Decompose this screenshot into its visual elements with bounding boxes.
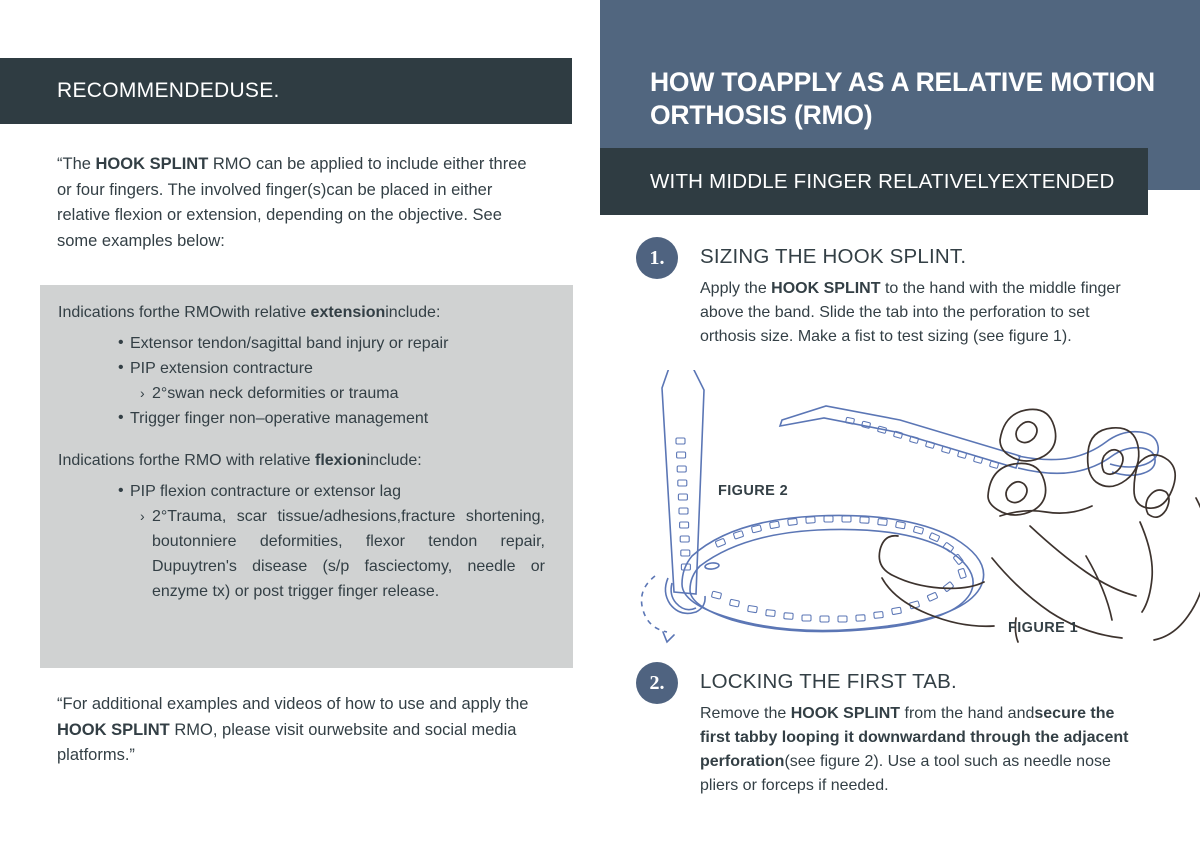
list-item-label: Trigger finger non–operative management: [130, 410, 429, 427]
step-1-body-pre: Apply the: [700, 280, 772, 297]
list-item-label: Extensor tendon/sagittal band injury or repair: [130, 335, 449, 352]
step-2-number-badge: 2.: [636, 662, 678, 704]
step-1-number-badge: 1.: [636, 237, 678, 279]
closing-pre: “For additional examples and videos of how to use and apply the: [57, 695, 529, 713]
bullet-icon: •: [118, 359, 124, 376]
flexion-lead-post: include:: [366, 452, 422, 469]
list-item: [58, 331, 553, 356]
closing-paragraph: [57, 692, 547, 769]
list-item-label: PIP extension contracture: [130, 360, 313, 377]
list-item: [58, 356, 553, 381]
recommended-use-header-bar: [0, 58, 572, 124]
figure-1-label: FIGURE 1: [1008, 620, 1079, 636]
right-subtitle: WITH MIDDLE FINGER RELATIVELYEXTENDED: [650, 169, 1115, 193]
extension-lead: [58, 301, 553, 325]
bullet-icon: •: [118, 482, 124, 499]
extension-lead-post: include:: [385, 304, 441, 321]
step-1-body-post: to the hand with the middle finger above the band. Slide the tab into the perforation to set orthosis size. Make a fist to test sizing (see figure 1).: [700, 280, 1121, 345]
indications-gray-box: [40, 285, 573, 668]
figure-2-label: FIGURE 2: [718, 483, 789, 499]
extension-list: [58, 331, 553, 431]
list-item-label: PIP flexion contracture or extensor lag: [130, 483, 401, 500]
right-subtitle-bar: [600, 148, 1148, 215]
strap-drawing: [642, 370, 1159, 642]
flexion-lead-pre: Indications forthe RMO with relative: [58, 452, 315, 469]
intro-brand: HOOK SPLINT: [95, 155, 209, 173]
flexion-list: [58, 479, 553, 504]
extension-lead-pre: Indications forthe RMOwith relative: [58, 304, 311, 321]
step-1-body: [700, 277, 1148, 349]
step-1: [636, 237, 1164, 349]
closing-post: RMO, please visit ourwebsite and social media platforms.”: [57, 720, 517, 764]
flexion-lead: [58, 449, 553, 473]
step-2-body-pre: Remove the: [700, 705, 791, 722]
step-1-heading: SIZING THE HOOK SPLINT.: [700, 245, 967, 268]
bullet-icon: •: [118, 334, 124, 351]
list-item: [58, 406, 553, 431]
flexion-sub-block: [58, 504, 553, 604]
step-2: [636, 662, 1164, 798]
extension-lead-bold: extension: [310, 304, 386, 321]
bullet-icon: •: [118, 409, 124, 426]
splint-and-hand-illustration: [600, 370, 1200, 660]
intro-paragraph: [57, 152, 539, 254]
recommended-use-title: RECOMMENDEDUSE.: [57, 79, 280, 102]
list-item: [58, 479, 553, 504]
hand-drawing: [879, 409, 1200, 642]
step-1-brand: HOOK SPLINT: [771, 280, 881, 297]
chevron-right-icon: ›: [140, 385, 145, 401]
step-2-brand: HOOK SPLINT: [790, 705, 901, 722]
sub-list-item-label: 2°swan neck deformities or trauma: [152, 385, 399, 402]
flexion-sub-block-label: 2°Trauma, scar tissue/adhesions,fracture shortening, boutonniere deformities, flexor tendon repair, Dupuytren's disease (s/p fasciectomy, needle or enzyme tx) or post trigger finger release.: [152, 508, 545, 600]
step-2-body: [700, 702, 1148, 798]
intro-post: RMO can be applied to include either three or four fingers. The involved finger(s)can be placed in either relative flexion or extension, depending on the objective. See some examples below:: [57, 155, 527, 250]
step-2-heading: LOCKING THE FIRST TAB.: [700, 670, 957, 693]
flexion-lead-bold: flexion: [315, 452, 367, 469]
illustration-area: [600, 370, 1200, 660]
sub-list-item: [58, 381, 553, 406]
intro-pre: “The: [57, 155, 96, 173]
step-2-emphasis: secure the first tabby looping it downwardand through the adjacent perforation: [700, 705, 1129, 770]
right-column: [600, 0, 1200, 851]
right-header-title: HOW TOAPPLY AS A RELATIVE MOTION ORTHOSIS (RMO): [650, 67, 1155, 130]
chevron-right-icon: ›: [140, 508, 145, 524]
closing-brand: HOOK SPLINT: [57, 720, 170, 739]
step-2-body-post2: (see figure 2). Use a tool such as needle nose pliers or forceps if needed.: [700, 753, 1111, 794]
step-2-body-post: from the hand and: [900, 705, 1035, 722]
